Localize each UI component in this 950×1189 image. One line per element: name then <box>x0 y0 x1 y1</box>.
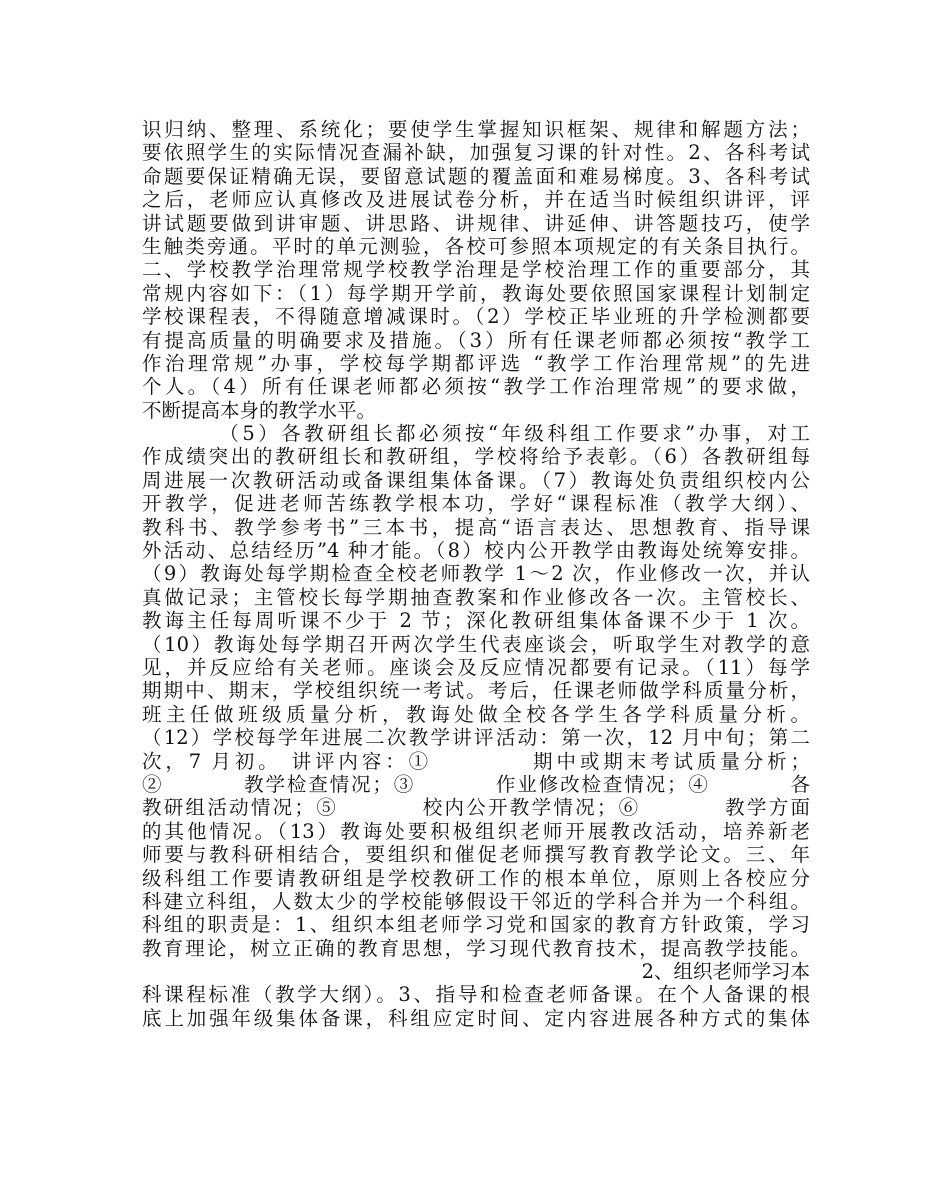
text-line: 个人。（4）所有任课老师都必须按“教学工作治理常规”的要求做， <box>142 375 810 399</box>
text-line: 科建立科组，人数太少的学校能够假设干邻近的学科合并为一个科组。 <box>142 889 810 913</box>
text-line: 讲试题要做到讲审题、讲思路、讲规律、讲延伸、讲答题技巧，使学 <box>142 211 810 235</box>
text-line: （9）教诲处每学期检查全校老师教学 1～2 次，作业修改一次，并认 <box>142 562 810 586</box>
text-line: 要依照学生的实际情况查漏补缺，加强复习课的针对性。2、各科考试 <box>142 141 810 165</box>
text-line: 作治理常规”办事，学校每学期都评选 “教学工作治理常规”的先进 <box>142 351 810 375</box>
text-line: （5）各教研组长都必须按“年级科组工作要求”办事，对工 <box>142 422 810 446</box>
text-line: 班主任做班级质量分析，教诲处做全校各学生各学科质量分析。 <box>142 702 810 726</box>
text-line: 教育理论，树立正确的教育思想，学习现代教育技术，提高教学技能。 <box>142 936 810 960</box>
text-line: 科课程标准（教学大纲）。3、指导和检查老师备课。在个人备课的根 <box>142 983 810 1007</box>
text-line: 科组的职责是：1、组织本组老师学习党和国家的教育方针政策，学习 <box>142 913 810 937</box>
text-line: 的其他情况。（13）教诲处要积极组织老师开展教改活动，培养新老 <box>142 819 810 843</box>
text-line: 二、学校教学治理常规学校教学治理是学校治理工作的重要部分，其 <box>142 258 810 282</box>
text-line: 之后，老师应认真修改及进展试卷分析，并在适当时候组织讲评，评 <box>142 188 810 212</box>
text-line: 期期中、期末，学校组织统一考试。考后，任课老师做学科质量分析， <box>142 679 810 703</box>
text-line: 有提高质量的明确要求及措施。（3）所有任课老师都必须按“教学工 <box>142 328 810 352</box>
text-line: 教科书、教学参考书”三本书，提高“语言表达、思想教育、指导课 <box>142 515 810 539</box>
text-line: 师要与教科研相结合，要组织和催促老师撰写教育教学论文。三、年 <box>142 843 810 867</box>
text-line: 周进展一次教研活动或备课组集体备课。（7）教诲处负责组织校内公 <box>142 468 810 492</box>
document-body <box>142 118 810 1030</box>
text-line: 作成绩突出的教研组长和教研组，学校将给予表彰。（6）各教研组每 <box>142 445 810 469</box>
text-line: 外活动、总结经历”4 种才能。（8）校内公开教学由教诲处统筹安排。 <box>142 539 810 563</box>
text-line: 识归纳、整理、系统化；要使学生掌握知识框架、规律和解题方法； <box>142 118 810 141</box>
text-line: （10）教诲处每学期召开两次学生代表座谈会，听取学生对教学的意 <box>142 632 810 656</box>
text-line: 学校课程表，不得随意增减课时。（2）学校正毕业班的升学检测都要 <box>142 305 810 329</box>
text-line: （12）学校每学年进展二次教学讲评活动：第一次，12 月中旬；第二 <box>142 726 810 750</box>
text-line: ② 教学检查情况；③ 作业修改检查情况；④ 各 <box>142 772 810 796</box>
text-line: 开教学，促进老师苦练教学根本功，学好“课程标准（教学大纲）、 <box>142 492 810 516</box>
text-line: 不断提高本身的教学水平。 <box>142 398 377 422</box>
text-line: 常规内容如下：（1）每学期开学前，教诲处要依照国家课程计划制定 <box>142 281 810 305</box>
text-line: 命题要保证精确无误，要留意试题的覆盖面和难易梯度。3、各科考试 <box>142 164 810 188</box>
text-line: 2、组织老师学习本 <box>641 960 810 984</box>
text-line: 教诲主任每周听课不少于 2 节；深化教研组集体备课不少于 1 次。 <box>142 609 810 633</box>
text-line: 级科组工作要请教研组是学校教研工作的根本单位，原则上各校应分 <box>142 866 810 890</box>
text-line: 见，并反应给有关老师。座谈会及反应情况都要有记录。（11）每学 <box>142 655 810 679</box>
text-line: 教研组活动情况；⑤ 校内公开教学情况；⑥ 教学方面 <box>142 796 810 820</box>
text-line: 次，7 月初。 讲评内容：① 期中或期末考试质量分析； <box>142 749 810 773</box>
text-line: 生触类旁通。平时的单元测验，各校可参照本项规定的有关条目执行。 <box>142 234 810 258</box>
text-line: 真做记录；主管校长每学期抽查教案和作业修改各一次。主管校长、 <box>142 585 810 609</box>
text-line: 底上加强年级集体备课，科组应定时间、定内容进展各种方式的集体 <box>142 1006 810 1030</box>
